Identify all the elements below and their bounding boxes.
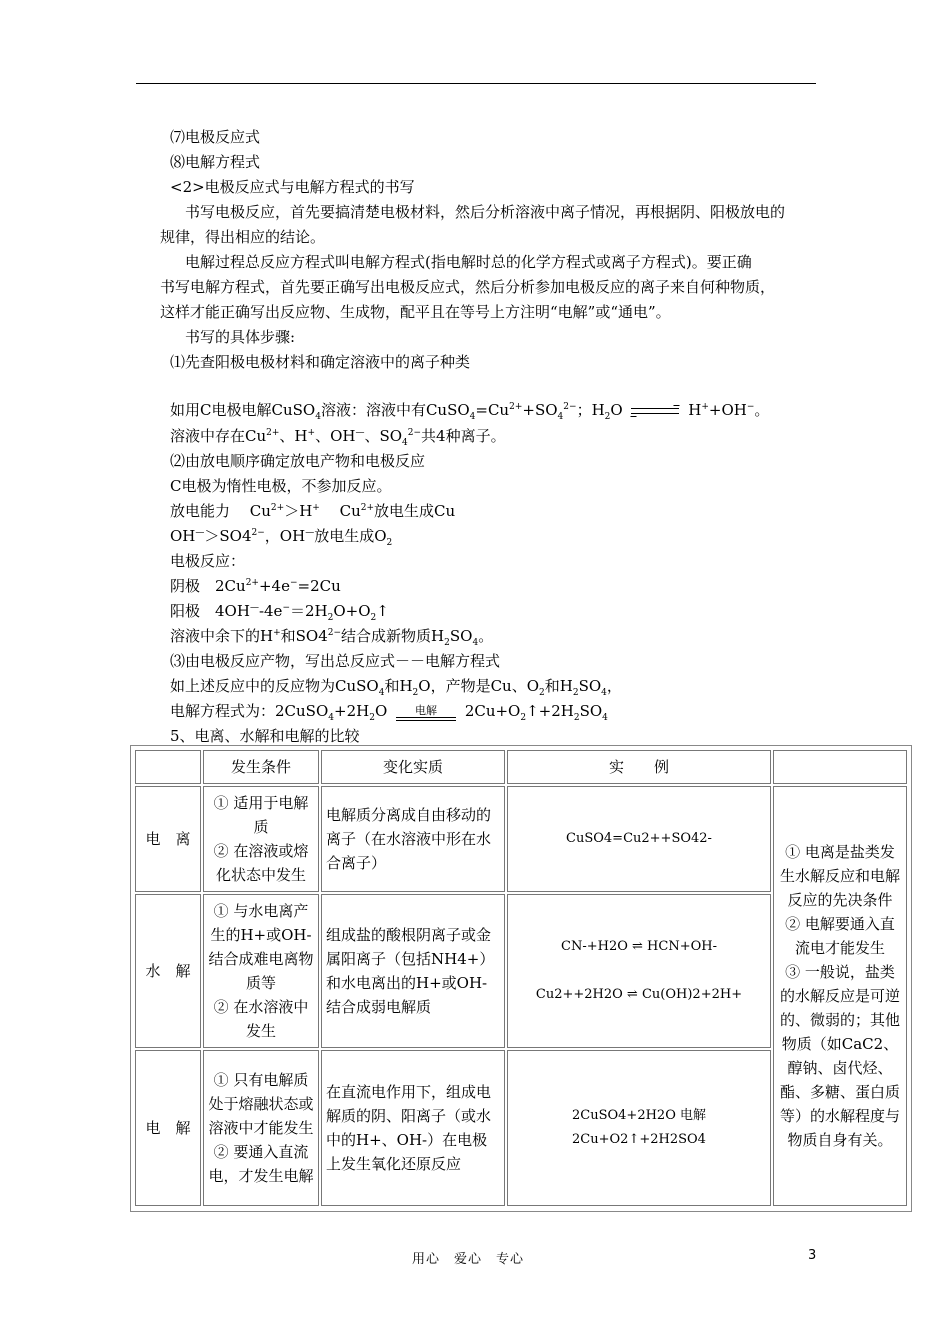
essence-cell: 组成盐的酸根阴离子或金属阳离子（包括NH4+）和水电离出的H+或OH-结合成弱电解质 <box>321 894 505 1048</box>
paragraph-line: 规律，得出相应的结论。 <box>160 228 326 246</box>
paragraph-line: 这样才能正确写出反应物、生成物，配平且在等号上方注明“电解”或“通电”。 <box>160 303 671 321</box>
condition-cell: ① 只有电解质处于熔融状态或溶液中才能发生 ② 要通入直流电，才发生电解 <box>203 1050 319 1206</box>
paragraph-line: 书写电解方程式，首先要正确写出电极反应式，然后分析参加电极反应的离子来自何种物质， <box>160 278 776 296</box>
discharge-ability-line-2: $OH^—>SO4^{2-}$，OH—放电生成$O_2$ <box>170 527 393 548</box>
essence-cell: 在直流电作用下，组成电解质的阴、阳离子（或水中的H+、OH-）在电极上发生氧化还原反应 <box>321 1050 505 1206</box>
paragraph-line: 如上述反应中的反应物为CuSO$_4$和$H_2O$，产物是Cu、$O_2$和$H_2SO_4$， <box>170 677 622 698</box>
table-header-cell: 变化实质 <box>321 750 505 784</box>
row-label-electrolysis: 电 解 <box>135 1050 201 1206</box>
hydrolysis-example-cn: CN-+H2O ⇌ HCN+OH- <box>561 939 717 954</box>
example-cell: CuSO4=Cu2++SO42- <box>507 786 771 892</box>
paragraph-line: 电解过程总反应方程式叫电解方程式(指电解时总的化学方程式或离子方程式)。要正确 <box>185 253 752 271</box>
header-rule <box>136 83 816 84</box>
example-cuso4-line: 如用C电极电解CuSO$_4$溶液：溶液中有$CuSO_4=Cu^{2+}+SO_4^{2-}$；$H_2O$ H++OH−。 <box>170 401 770 422</box>
anode-reaction: 阳极 $4OH^—-4e^-=2H_2O+O_2↑$ <box>170 602 389 623</box>
hydrolysis-example-cu: Cu2++2H2O ⇌ Cu(OH)2+2H+ <box>535 987 743 1002</box>
discharge-ability-line: 放电能力 $Cu^{2+}>H^+$ $Cu^{2+}$放电生成Cu <box>170 502 456 520</box>
table-header-cell <box>135 750 201 784</box>
ions-present-line: 溶液中存在$Cu^{2+}$、H+、OH—、$SO_4^{2-}$共4种离子。 <box>170 427 506 448</box>
page-number: 3 <box>808 1248 817 1263</box>
comparison-note: ① 电离是盐类发生水解反应和电解反应的先决条件 ② 电解要通入直流电才能发生 ③ 一般说，盐类的水解反应是可逆的、微弱的；其他物质（如CaC2、醇钠、卤代烃、酯、多糖、蛋白质等）的水解程度与物质自身有关。 <box>773 786 907 1206</box>
row-label-ionization: 电 离 <box>135 786 201 892</box>
step-3: ⑶由电极反应产物，写出总反应式－－电解方程式 <box>170 652 501 670</box>
example-cell <box>507 894 771 1048</box>
table-header-cell: 实 例 <box>507 750 771 784</box>
comparison-table <box>130 745 912 1212</box>
table-header-cell: 发生条件 <box>203 750 319 784</box>
step-2: ⑵由放电顺序确定放电产物和电极反应 <box>170 452 426 470</box>
paragraph-line: 书写电极反应，首先要搞清楚电极材料，然后分析溶液中离子情况，再根据阴、阳极放电的 <box>185 203 786 221</box>
cathode-reaction: 阴极 $2Cu^{2+}+4e^-=2Cu$ <box>170 577 341 595</box>
essence-cell: 电解质分离成自由移动的离子（在水溶液中形在水合离子） <box>321 786 505 892</box>
reversible-arrow-icon <box>631 405 679 417</box>
section-heading-comparison: 5、电离、水解和电解的比较 <box>170 727 360 745</box>
condition-cell: ① 适用于电解质 ② 在溶液或熔化状态中发生 <box>203 786 319 892</box>
line-electrode-reaction: ⑺电极反应式 <box>170 128 261 146</box>
section-heading-writing: <2>电极反应式与电解方程式的书写 <box>170 178 415 196</box>
paragraph-line: 溶液中余下的H+和$SO4^{2-}$结合成新物质$H_2SO_4$。 <box>170 627 494 648</box>
paragraph-line: 书写的具体步骤: <box>185 328 296 346</box>
example-cell: 2CuSO4+2H2O 电解 2Cu+O2↑+2H2SO4 <box>507 1050 771 1206</box>
line-electrolysis-equation: ⑻电解方程式 <box>170 153 261 171</box>
paragraph-line: 电极反应： <box>170 552 246 570</box>
step-1: ⑴先查阳极电极材料和确定溶液中的离子种类 <box>170 353 471 371</box>
condition-cell: ① 与水电离产生的H+或OH-结合成难电离物质等 ② 在水溶液中发生 <box>203 894 319 1048</box>
electrolysis-equation-line: 电解方程式为：$2CuSO_4+2H_2O$ 电解 $2Cu+O_2↑+2H_2SO_4$ <box>170 702 608 723</box>
row-label-hydrolysis: 水 解 <box>135 894 201 1048</box>
paragraph-line: C电极为惰性电极，不参加反应。 <box>170 477 392 495</box>
table-header-cell <box>773 750 907 784</box>
footer-slogan: 用心 爱心 专心 <box>412 1252 525 1267</box>
electrolysis-condition-sign: 电解 <box>396 705 456 721</box>
